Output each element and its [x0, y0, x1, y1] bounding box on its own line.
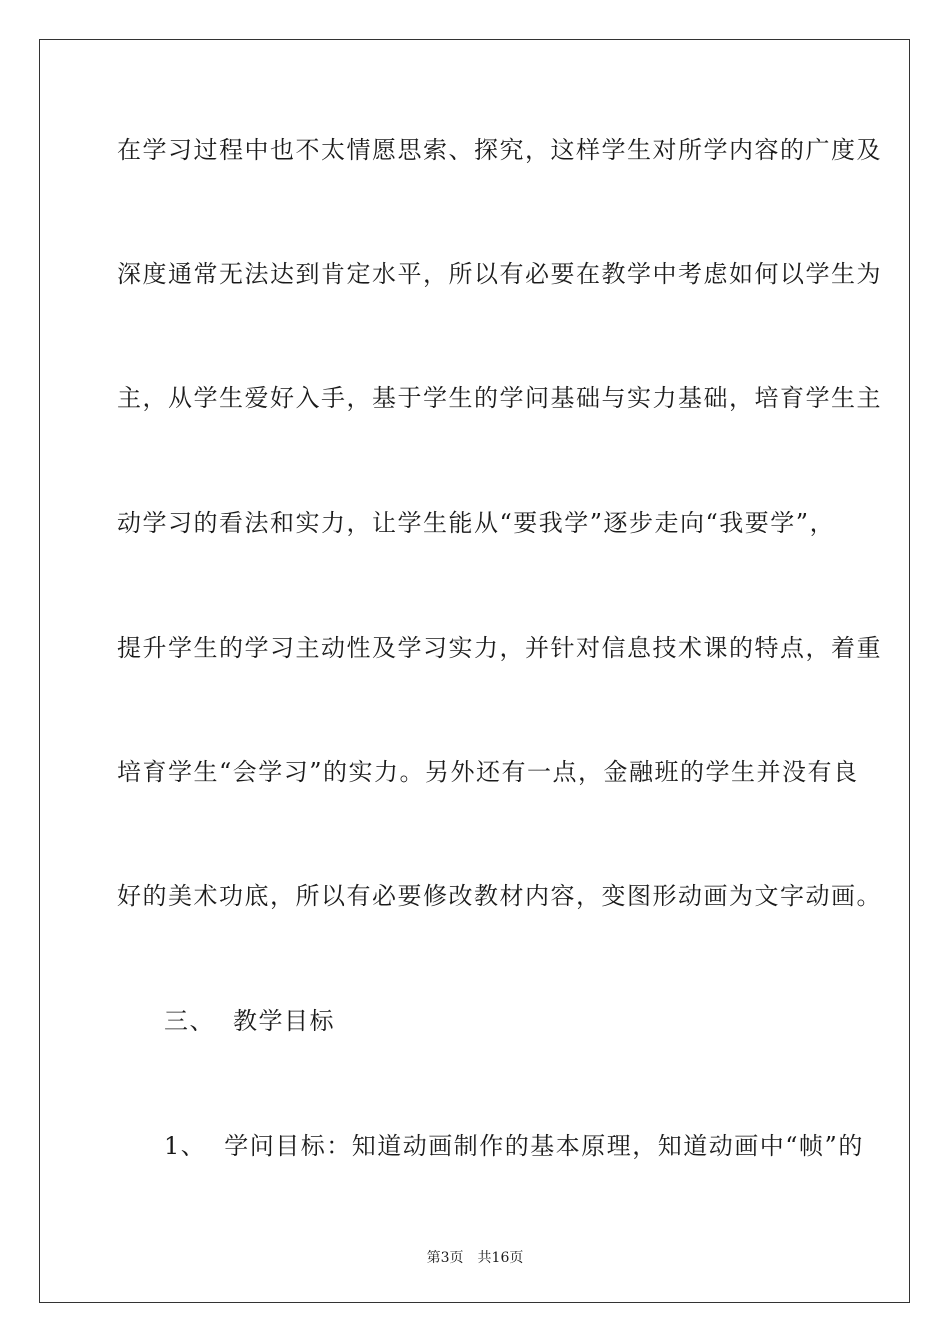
section-number: 三、	[164, 1007, 215, 1035]
list-item-number: 1、	[164, 1132, 207, 1160]
body-line-1: 在学习过程中也不太情愿思索、探究，这样学生对所学内容的广度及	[117, 136, 882, 164]
section-title: 教学目标	[233, 1007, 335, 1035]
page-number: 第3页	[426, 1250, 464, 1266]
page-total: 共16页	[477, 1250, 524, 1266]
body-line-2: 深度通常无法达到肯定水平，所以有必要在教学中考虑如何以学生为	[117, 260, 882, 288]
list-item-text: 学问目标：知道动画制作的基本原理，知道动画中“帧”的	[224, 1132, 864, 1160]
section-heading	[164, 1005, 335, 1037]
body-line-7: 好的美术功底，所以有必要修改教材内容，变图形动画为文字动画。	[117, 882, 882, 910]
list-item	[164, 1130, 864, 1162]
page-footer	[0, 1248, 950, 1268]
body-line-4: 动学习的看法和实力，让学生能从“要我学”逐步走向“我要学”，	[117, 509, 836, 537]
body-line-5: 提升学生的学习主动性及学习实力，并针对信息技术课的特点，着重	[117, 634, 882, 662]
body-line-6: 培育学生“会学习”的实力。另外还有一点，金融班的学生并没有良	[117, 758, 859, 786]
page-border	[39, 39, 910, 1303]
body-line-3: 主，从学生爱好入手，基于学生的学问基础与实力基础，培育学生主	[117, 384, 882, 412]
